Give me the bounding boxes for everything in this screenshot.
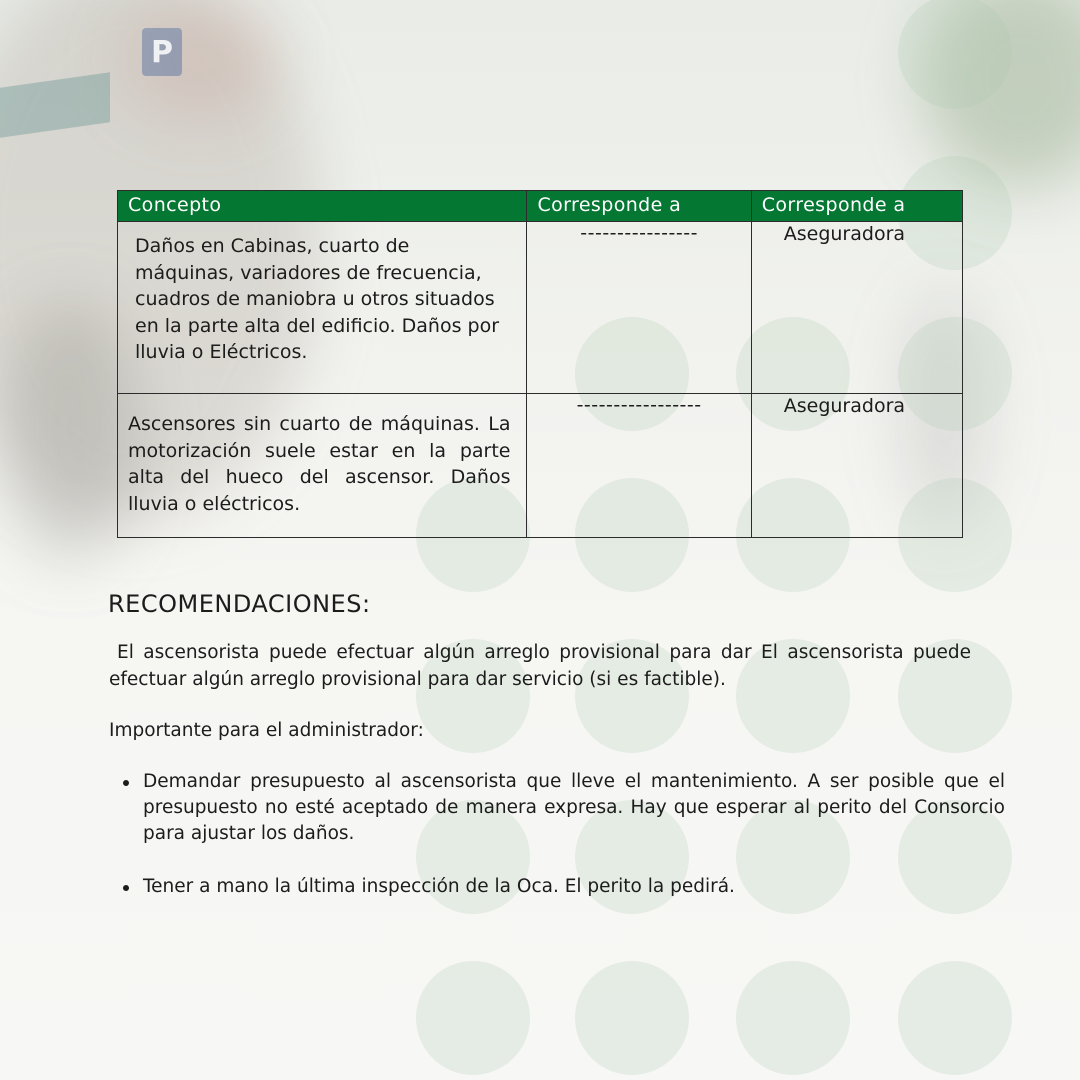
row-col3-cell <box>751 222 962 394</box>
row-col2-cell <box>527 394 751 538</box>
header-corresponde-a-2: Corresponde a <box>751 191 962 222</box>
header-concepto: Concepto <box>118 191 527 222</box>
recommendations-intro: El ascensorista puede efectuar algún arreglo provisional para dar El ascensorista puede efectuar algún arreglo provisional para dar servicio (si es factible). <box>109 642 971 690</box>
table-header-row <box>118 191 963 222</box>
parking-sign-icon: P <box>142 28 182 76</box>
recommendations-heading: RECOMENDACIONES: <box>108 590 371 618</box>
row-concepto: Daños en Cabinas, cuarto de máquinas, variadores de frecuencia, cuadros de maniobra u otros situados en la parte alta del edificio. Daños por lluvia o Eléctricos. <box>118 222 527 394</box>
coverage-table <box>117 190 963 538</box>
row-concepto: Ascensores sin cuarto de máquinas. La motorización suele estar en la parte alta del hueco del ascensor. Daños lluvia o eléctricos. <box>118 394 527 538</box>
list-item: Demandar presupuesto al ascensorista que lleve el mantenimiento. A ser posible que el presupuesto no esté aceptado de manera expresa. Hay que esperar al perito del Consorcio para ajustar los daños. <box>143 769 1005 847</box>
table-row <box>118 222 963 394</box>
row-col2-cell <box>527 222 751 394</box>
row-col2-dashes: ----------------- <box>576 394 702 416</box>
header-corresponde-a-1: Corresponde a <box>527 191 751 222</box>
trees-blur <box>920 0 1080 190</box>
row-col3-cell <box>751 394 962 538</box>
admin-label: Importante para el administrador: <box>109 720 424 741</box>
row-col2-dashes: ---------------- <box>580 222 698 244</box>
row-aseguradora: Aseguradora <box>783 395 906 417</box>
list-item: Tener a mano la última inspección de la Oca. El perito la pedirá. <box>143 874 1005 900</box>
table-row <box>118 394 963 538</box>
row-aseguradora: Aseguradora <box>783 223 906 245</box>
recommendation-list <box>109 874 1005 900</box>
recommendation-list <box>109 769 1005 847</box>
